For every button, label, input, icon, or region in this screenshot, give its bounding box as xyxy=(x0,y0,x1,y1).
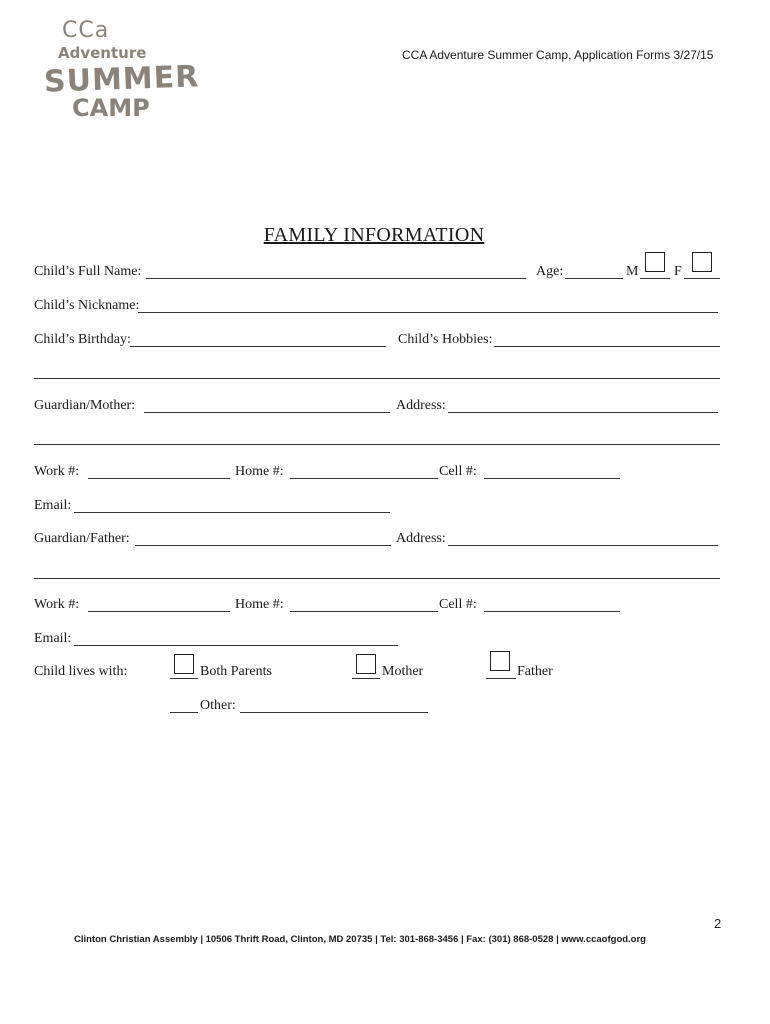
mother-email-line xyxy=(74,512,390,513)
header-note: CCA Adventure Summer Camp, Application Forms 3/27/15 xyxy=(402,48,714,62)
guardian-father-line xyxy=(135,545,391,546)
logo-text-summer: SUMMER xyxy=(43,59,200,100)
label-m: M xyxy=(626,264,639,279)
label-mother-email: Email: xyxy=(34,498,72,513)
mother-address-line xyxy=(448,412,718,413)
guardian-mother-field[interactable] xyxy=(144,396,390,412)
label-both-parents: Both Parents xyxy=(200,664,272,679)
mother-address-continuation-line xyxy=(34,444,720,445)
father-home-line xyxy=(290,611,438,612)
hobbies-field[interactable] xyxy=(494,330,720,346)
father-cell-line xyxy=(484,611,620,612)
father-option-line xyxy=(486,678,516,679)
nickname-line xyxy=(138,312,718,313)
birthday-field[interactable] xyxy=(130,330,386,346)
mother-home-line xyxy=(290,478,438,479)
label-father-address: Address: xyxy=(396,531,446,546)
f-line xyxy=(684,278,720,279)
guardian-father-field[interactable] xyxy=(135,529,391,545)
label-father-cell: Cell #: xyxy=(439,597,477,612)
label-age: Age: xyxy=(536,264,564,279)
age-field[interactable] xyxy=(565,262,623,278)
father-address-field[interactable] xyxy=(448,529,718,545)
label-mother-home: Home #: xyxy=(235,464,284,479)
father-email-field[interactable] xyxy=(74,629,398,645)
female-checkbox[interactable] xyxy=(692,252,712,272)
father-checkbox[interactable] xyxy=(490,651,510,671)
father-work-field[interactable] xyxy=(88,595,230,611)
label-f: F xyxy=(674,264,682,279)
label-birthday: Child’s Birthday: xyxy=(34,332,131,347)
mother-option-line xyxy=(352,678,380,679)
logo-text-cca: CCa xyxy=(62,18,110,43)
birthday-line xyxy=(130,346,386,347)
label-father-work: Work #: xyxy=(34,597,80,612)
other-field[interactable] xyxy=(240,696,428,712)
label-father-option: Father xyxy=(517,664,553,679)
father-email-line xyxy=(74,645,398,646)
other-line xyxy=(240,712,428,713)
logo-text-adventure: Adventure xyxy=(58,44,147,62)
label-mother-cell: Cell #: xyxy=(439,464,477,479)
mother-cell-line xyxy=(484,478,620,479)
father-address-continuation-field[interactable] xyxy=(34,562,720,578)
both-parents-checkbox[interactable] xyxy=(174,654,194,674)
both-parents-line xyxy=(170,678,198,679)
age-line xyxy=(565,278,623,279)
label-child-lives-with: Child lives with: xyxy=(34,664,128,679)
footer-contact: Clinton Christian Assembly | 10506 Thrift Road, Clinton, MD 20735 | Tel: 301-868-3456 | Fax: (301) 868-0528 | www.ccaofgod.org xyxy=(73,934,646,945)
mother-email-field[interactable] xyxy=(74,496,390,512)
father-address-line xyxy=(448,545,718,546)
mother-work-field[interactable] xyxy=(88,462,230,478)
label-guardian-father: Guardian/Father: xyxy=(34,531,130,546)
label-mother-work: Work #: xyxy=(34,464,80,479)
label-other: Other: xyxy=(200,698,236,713)
label-guardian-mother: Guardian/Mother: xyxy=(34,398,136,413)
label-child-full-name: Child’s Full Name: xyxy=(34,264,142,279)
father-cell-field[interactable] xyxy=(484,595,620,611)
mother-work-line xyxy=(88,478,230,479)
hobbies-continuation-line xyxy=(34,378,720,379)
male-checkbox[interactable] xyxy=(645,252,665,272)
label-father-home: Home #: xyxy=(235,597,284,612)
page-title: FAMILY INFORMATION xyxy=(263,224,485,246)
other-option-mark-field[interactable] xyxy=(170,696,198,712)
father-work-line xyxy=(88,611,230,612)
label-mother-option: Mother xyxy=(382,664,424,679)
hobbies-continuation-field[interactable] xyxy=(34,362,720,378)
camp-logo xyxy=(40,18,200,128)
mother-checkbox[interactable] xyxy=(356,654,376,674)
mother-address-continuation-field[interactable] xyxy=(34,428,720,444)
child-full-name-line xyxy=(146,278,526,279)
m-line xyxy=(640,278,670,279)
father-address-continuation-line xyxy=(34,578,720,579)
logo-text-camp: CAMP xyxy=(72,94,150,122)
mother-cell-field[interactable] xyxy=(484,462,620,478)
child-full-name-field[interactable] xyxy=(146,262,526,278)
page-number: 2 xyxy=(714,916,722,931)
label-mother-address: Address: xyxy=(396,398,446,413)
other-option-line xyxy=(170,712,198,713)
father-home-field[interactable] xyxy=(290,595,438,611)
label-hobbies: Child’s Hobbies: xyxy=(398,332,493,347)
mother-home-field[interactable] xyxy=(290,462,438,478)
mother-address-field[interactable] xyxy=(448,396,718,412)
nickname-field[interactable] xyxy=(138,296,718,312)
label-nickname: Child’s Nickname: xyxy=(34,298,140,313)
guardian-mother-line xyxy=(144,412,390,413)
label-father-email: Email: xyxy=(34,631,72,646)
hobbies-line xyxy=(494,346,720,347)
